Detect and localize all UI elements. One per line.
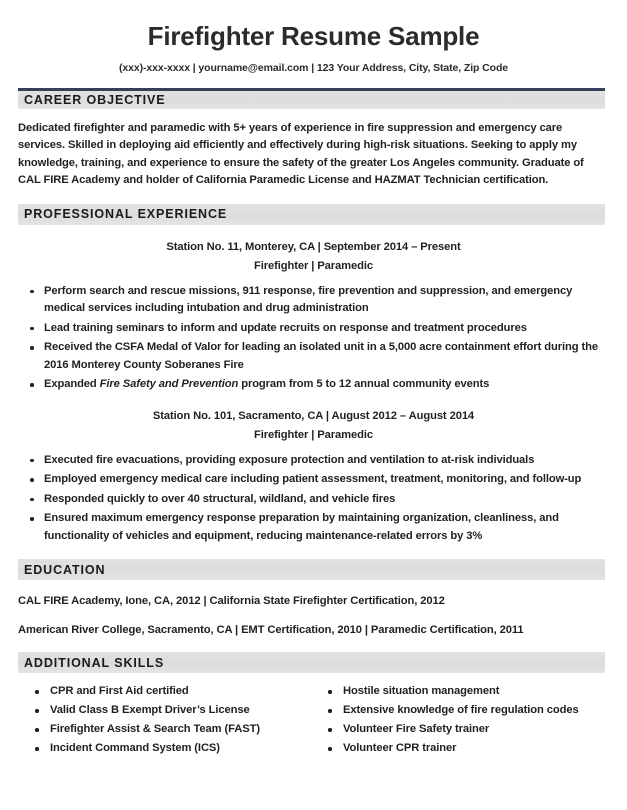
- list-item: Firefighter Assist & Search Team (FAST): [18, 720, 311, 739]
- additional-skills-columns: [18, 682, 609, 758]
- list-item: Lead training seminars to inform and update recruits on response and treatment procedures: [18, 320, 609, 338]
- list-item: Executed fire evacuations, providing exposure protection and ventilation to at-risk individuals: [18, 452, 609, 470]
- skills-list: [311, 682, 604, 758]
- experience-job-title: Firefighter | Paramedic: [254, 259, 373, 272]
- experience-entry: [18, 408, 609, 546]
- professional-experience-list: [18, 239, 609, 546]
- section-header-career-objective: [18, 88, 605, 109]
- section-header-additional-skills: [18, 652, 605, 673]
- list-item: Hostile situation management: [311, 682, 604, 701]
- section-title-text: CAREER OBJECTIVE: [24, 92, 166, 107]
- list-item: CPR and First Aid certified: [18, 682, 311, 701]
- experience-employer-dates: Station No. 101, Sacramento, CA | August 2012 – August 2014: [152, 409, 475, 422]
- list-item: Perform search and rescue missions, 911 response, fire prevention and suppression, and emergency medical services including intubation and drug administration: [18, 283, 609, 318]
- list-item: Extensive knowledge of fire regulation codes: [311, 701, 604, 720]
- education-entry: American River College, Sacramento, CA | EMT Certification, 2010 | Paramedic Certification, 2011: [18, 624, 524, 637]
- education-entry: CAL FIRE Academy, Ione, CA, 2012 | California State Firefighter Certification, 2012: [18, 595, 445, 608]
- experience-employer-dates: Station No. 11, Monterey, CA | September 2014 – Present: [166, 240, 461, 253]
- experience-bullet-list: [18, 283, 609, 394]
- skills-list: [18, 682, 311, 758]
- list-item: Expanded Fire Safety and Prevention program from 5 to 12 annual community events: [18, 376, 609, 394]
- career-objective-body: Dedicated firefighter and paramedic with 5+ years of experience in fire suppression and emergency care services. Skilled in deploying aid efficiently and effectively during high-risk situations. Seeking to apply my knowledge, training, and experience to ensure the safety of the greater Los Angeles community. Graduate of CAL FIRE Academy and holder of California Paramedic License and HAZMAT Technician certification.: [18, 121, 584, 187]
- list-item: Incident Command System (ICS): [18, 739, 311, 758]
- section-title-text: ADDITIONAL SKILLS: [24, 655, 165, 670]
- skills-column: [18, 682, 311, 758]
- education-list: [18, 593, 609, 638]
- skills-column: [311, 682, 604, 758]
- experience-job-title: Firefighter | Paramedic: [254, 428, 373, 441]
- list-item: Ensured maximum emergency response preparation by maintaining organization, cleanliness, and functionality of vehicles and equipment, reducing maintenance-related errors by 3%: [18, 510, 609, 545]
- list-item: Responded quickly to over 40 structural, wildland, and vehicle fires: [18, 491, 609, 509]
- emphasized-program-name: Fire Safety and Prevention: [99, 378, 239, 391]
- list-item: Employed emergency medical care including patient assessment, treatment, monitoring, and follow-up: [18, 471, 609, 489]
- list-item: Volunteer CPR trainer: [311, 739, 604, 758]
- list-item: Received the CSFA Medal of Valor for leading an isolated unit in a 5,000 acre containment effort during the 2016 Monterey County Soberanes Fire: [18, 339, 609, 374]
- section-title-text: EDUCATION: [24, 562, 106, 577]
- experience-entry: [18, 239, 609, 394]
- contact-info-line: (xxx)-xxx-xxxx | yourname@email.com | 123 Your Address, City, State, Zip Code: [118, 61, 509, 74]
- list-item: Volunteer Fire Safety trainer: [311, 720, 604, 739]
- experience-bullet-list: [18, 452, 609, 546]
- section-header-professional-experience: [18, 204, 605, 225]
- section-title-text: PROFESSIONAL EXPERIENCE: [24, 207, 228, 222]
- list-item: Valid Class B Exempt Driver’s License: [18, 701, 311, 720]
- resume-header: [18, 0, 609, 74]
- page-title: Firefighter Resume Sample: [147, 21, 480, 51]
- section-header-education: [18, 559, 605, 580]
